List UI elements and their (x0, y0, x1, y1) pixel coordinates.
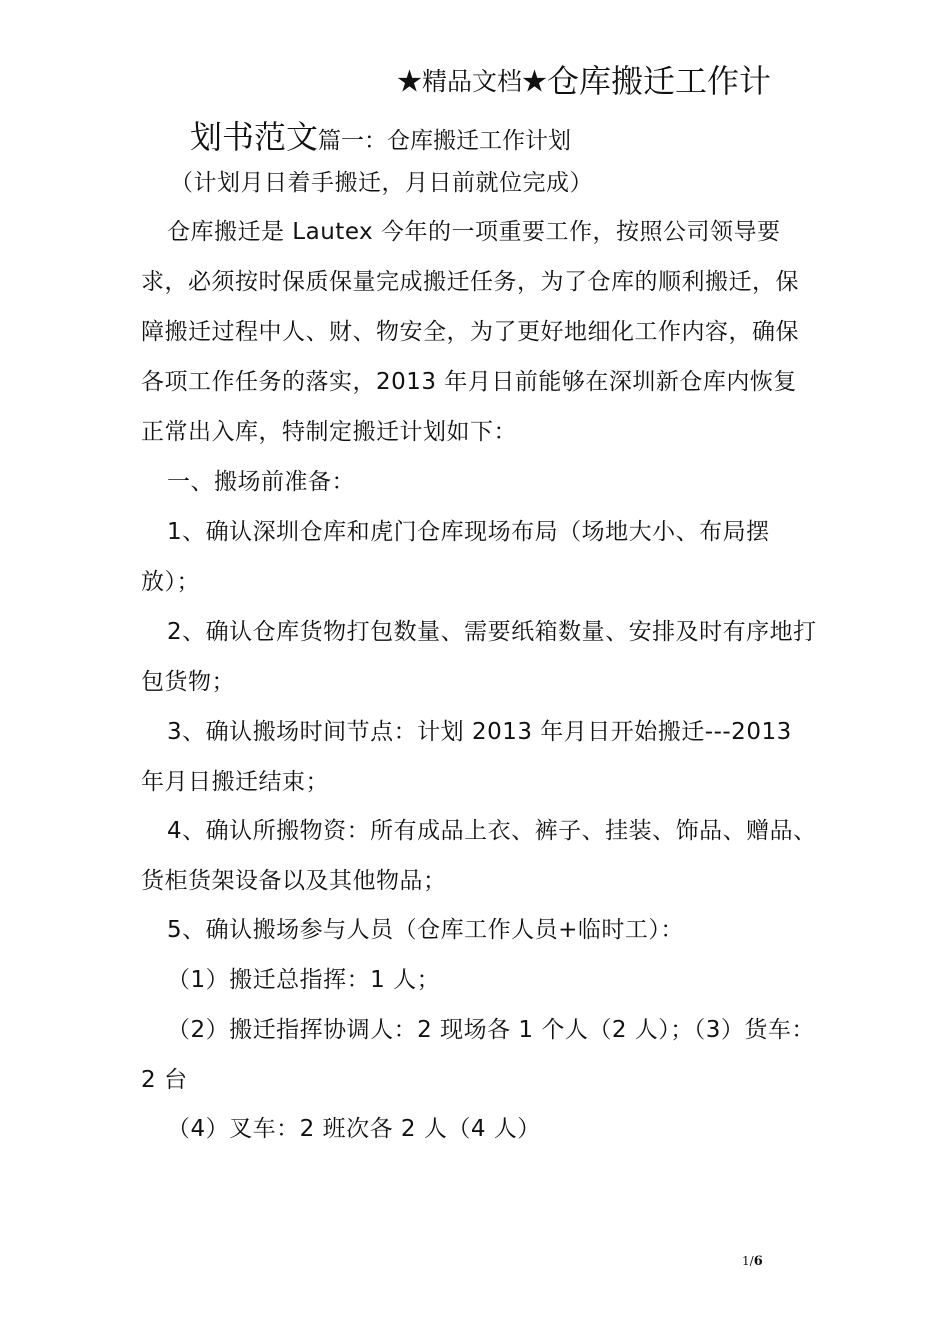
list-item: 2、确认仓库货物打包数量、需要纸箱数量、安排及时有序地打包货物； (141, 619, 817, 695)
document-title-line-2 (190, 112, 571, 158)
title-part-2: 划书范文 (190, 118, 319, 156)
sub-list-item: （2）搬迁指挥协调人：2 现场各 1 个人（2 人）；（3）货车：2 台 (141, 1017, 815, 1093)
page-number (742, 1254, 763, 1269)
sub-list-item: （4）叉车：2 班次各 2 人（4 人） (167, 1116, 541, 1142)
subtitle: 篇一：仓库搬迁工作计划 (318, 128, 572, 154)
title-part-1: 仓库搬迁工作计 (547, 62, 772, 100)
list-item: 3、确认搬场时间节点：计划 2013 年月日开始搬迁---2013 年月日搬迁结束； (141, 719, 792, 795)
list-item: 5、确认搬场参与人员（仓库工作人员+临时工）： (167, 917, 684, 943)
intro-paragraph: 仓库搬迁是 Lautex 今年的一项重要工作，按照公司领导要求，必须按时保质保量完成搬迁任务，为了仓库的顺利搬迁，保障搬迁过程中人、财、物安全，为了更好地细化工作内容，确保各项工作任务的落实，2013 年月日前能够在深圳新仓库内恢复正常出入库，特制定搬迁计划如下： (141, 219, 799, 445)
sub-list-item: （1）搬迁总指挥：1 人； (167, 967, 441, 993)
document-title-line-1 (397, 56, 771, 102)
list-item: 4、确认所搬物资：所有成品上衣、裤子、挂装、饰品、赠品、货柜货架设备以及其他物品； (141, 818, 817, 894)
page-total: 6 (753, 1254, 763, 1269)
quality-badge-text: ★精品文档★ (397, 67, 548, 96)
page-current: 1/ (742, 1254, 754, 1268)
section-heading: 一、搬场前准备： (167, 469, 355, 495)
list-item: 1、确认深圳仓库和虎门仓库现场布局（场地大小、布局摆放）； (141, 519, 770, 595)
schedule-note: （计划月日着手搬迁，月日前就位完成） (170, 170, 593, 196)
